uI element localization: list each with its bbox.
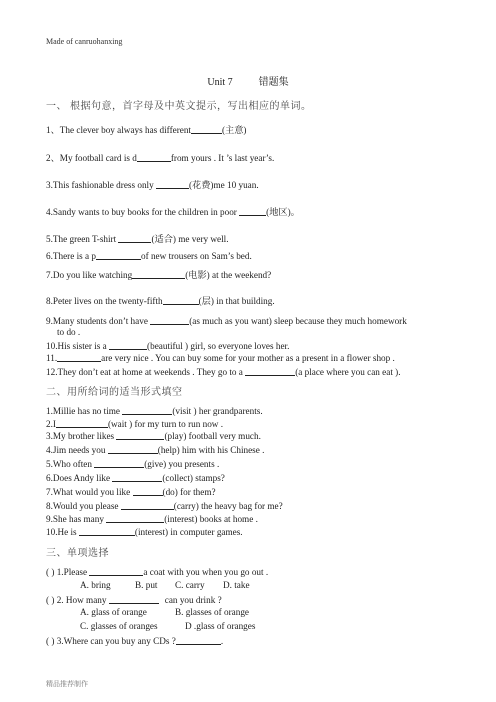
answer-blank[interactable] (156, 179, 189, 189)
s2-item-10: 10.He is (interest) in computer games. (46, 527, 243, 537)
s1-item-11: 11. are very nice . You can buy some for your mother as a present in a flower shop . (46, 353, 395, 363)
section1-heading: 一、 根据句意，首字母及中英文提示，写出相应的单词。 (46, 101, 312, 112)
answer-blank[interactable] (96, 250, 141, 260)
answer-blank[interactable] (163, 295, 199, 305)
section3-heading: 三、单项选择 (46, 548, 109, 559)
option-a[interactable]: A. glass of orange (80, 607, 147, 617)
s1-item-6: 6.There is a p of new trousers on Sam’s bed. (46, 251, 252, 261)
answer-blank[interactable] (108, 444, 158, 454)
answer-blank[interactable] (121, 500, 174, 510)
answer-blank[interactable] (94, 458, 144, 468)
s2-item-7: 7.What would you like (do) for them? (46, 487, 216, 497)
s3-q2-options-row1 (80, 607, 249, 617)
s3-question-2: ( ) 2. How many can you drink ? (46, 595, 222, 605)
s2-item-5: 5.Who often (give) you presents . (46, 459, 220, 469)
option-a[interactable]: A. bring (80, 580, 111, 590)
s3-question-1: ( ) 1.Please a coat with you when you go out . (46, 567, 269, 577)
s1-item-12: 12.They don’t eat at home at weekends . They go to a (a place where you can eat ). (46, 367, 401, 377)
answer-blank[interactable] (191, 124, 222, 134)
s3-q1-options (80, 580, 250, 590)
answer-blank[interactable] (137, 152, 171, 162)
s1-item-3: 3.This fashionable dress only (花费)me 10 yuan. (46, 180, 259, 190)
answer-blank[interactable] (109, 340, 147, 350)
s1-item-4: 4.Sandy wants to buy books for the children in poor (地区)。 (46, 207, 300, 217)
s2-item-9: 9.She has many (interest) books at home . (46, 514, 258, 524)
answer-blank[interactable] (118, 233, 151, 243)
answer-blank[interactable] (133, 486, 163, 496)
s1-item-5: 5.The green T-shirt (适合) me very well. (46, 234, 229, 244)
s1-item-9: 9.Many students don’t have (as much as you want) sleep because they much homework (46, 316, 407, 326)
answer-blank[interactable] (122, 405, 172, 415)
answer-blank[interactable] (176, 635, 221, 645)
answer-blank[interactable] (57, 352, 101, 362)
s2-item-2: 2.I (wait ) for my turn to run now . (46, 419, 224, 429)
section2-heading: 二、用所给词的适当形式填空 (46, 387, 183, 398)
s1-item-2: 2、My football card is d from yours . It ’s last year’s. (46, 153, 275, 163)
answer-blank[interactable] (56, 418, 108, 428)
s2-item-6: 6.Does Andy like (collect) stamps? (46, 473, 225, 483)
option-b[interactable]: B. glasses of orange (175, 607, 249, 617)
answer-blank[interactable] (112, 472, 162, 482)
unit-label: Unit 7 (207, 77, 233, 88)
page-footer: 精品推荐制作 (46, 680, 88, 688)
s3-question-3: ( ) 3.Where can you buy any CDs ? . (46, 636, 224, 646)
s2-item-8: 8.Would you please (carry) the heavy bag for me? (46, 501, 283, 511)
option-b[interactable]: B. put (135, 580, 158, 590)
option-c[interactable]: C. glasses of oranges (80, 621, 158, 631)
answer-blank[interactable] (116, 430, 164, 440)
option-d[interactable]: D. take (223, 580, 250, 590)
answer-blank[interactable] (245, 366, 295, 376)
answer-blank[interactable] (132, 269, 185, 279)
answer-blank[interactable] (79, 526, 135, 536)
s1-item-1: 1、The clever boy always has different (主意) (46, 125, 247, 135)
s1-item-9-cont: to do . (57, 327, 81, 337)
s2-item-3: 3.My brother likes (play) football very much. (46, 431, 261, 441)
page-title (0, 73, 496, 88)
s2-item-1: 1.Millie has no time (visit ) her grandparents. (46, 406, 263, 416)
option-d[interactable]: D .glass of oranges (185, 621, 256, 631)
option-c[interactable]: C. carry (175, 580, 205, 590)
answer-blank[interactable] (106, 513, 164, 523)
title-label: 错题集 (258, 77, 289, 88)
s1-item-8: 8.Peter lives on the twenty-fifth (层) in that building. (46, 296, 275, 306)
s1-item-7: 7.Do you like watching (电影) at the weekend? (46, 270, 272, 280)
answer-blank[interactable] (109, 594, 159, 604)
s1-item-10: 10.His sister is a (beautiful ) girl, so everyone loves her. (46, 341, 290, 351)
s2-item-4: 4.Jim needs you (help) him with his Chinese . (46, 445, 265, 455)
page-header: Made of canruohanxing (46, 37, 123, 46)
answer-blank[interactable] (89, 566, 143, 576)
s3-q2-options-row2 (80, 621, 255, 631)
answer-blank[interactable] (239, 206, 266, 216)
answer-blank[interactable] (150, 315, 189, 325)
